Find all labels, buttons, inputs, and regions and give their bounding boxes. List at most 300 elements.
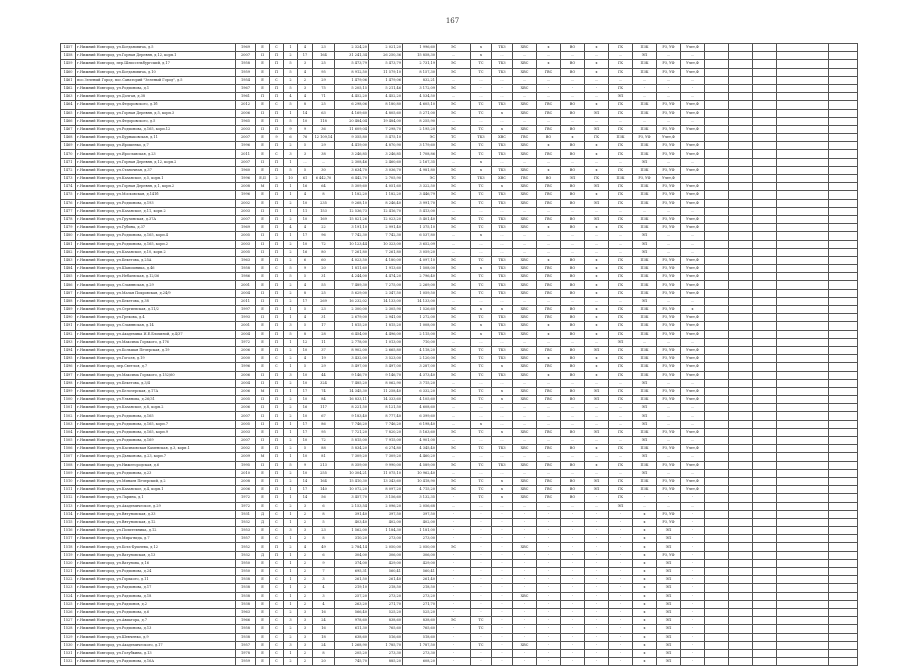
table-cell: 2 778,00 <box>335 338 369 346</box>
table-cell: ТС <box>471 625 492 633</box>
table-cell: 2 <box>298 559 313 567</box>
table-cell: - <box>437 518 471 526</box>
table-cell: 1 <box>284 191 298 199</box>
table-cell: 4 <box>298 44 313 52</box>
table-cell: - <box>537 535 561 543</box>
table-cell: ЭС <box>437 617 471 625</box>
table-cell: ТС <box>471 445 492 453</box>
table-cell: 4 534,50 <box>403 93 437 101</box>
table-cell: Е <box>256 535 270 543</box>
table-cell: 261,40 <box>403 576 437 584</box>
table-cell: ТКЗ <box>492 461 513 469</box>
table-cell: ... <box>585 232 609 240</box>
table-cell: 1513 <box>61 502 76 510</box>
table-cell: 2 <box>284 477 298 485</box>
table-cell: ЭП <box>657 633 681 641</box>
table-cell: ПЗК <box>633 265 657 273</box>
table-cell <box>729 404 753 412</box>
table-cell: 6 <box>313 551 335 559</box>
table-cell <box>705 273 729 281</box>
table-cell: 1 <box>284 551 298 559</box>
table-cell: С <box>270 150 284 158</box>
table-cell <box>777 68 829 76</box>
table-cell: 2 <box>284 404 298 412</box>
table-cell: ... <box>585 338 609 346</box>
table-cell: ГК <box>609 60 633 68</box>
table-cell: 56 <box>313 494 335 502</box>
table-cell: 2 269,00 <box>403 281 437 289</box>
table-cell <box>829 52 858 60</box>
address-cell: г.Нижний Новгород, ул.Славянская, д.14 <box>76 322 236 330</box>
table-cell: - <box>492 84 513 92</box>
table-cell: х <box>537 142 561 150</box>
table-row <box>61 510 858 518</box>
table-cell: 4 373,40 <box>403 371 437 379</box>
table-cell <box>753 592 777 600</box>
table-cell: ... <box>513 453 537 461</box>
table-cell: ... <box>585 158 609 166</box>
table-cell: П <box>270 191 284 199</box>
table-cell <box>705 387 729 395</box>
table-cell: 86 <box>313 420 335 428</box>
table-cell: РЗ, УФ <box>657 510 681 518</box>
table-cell: ... <box>657 338 681 346</box>
table-cell: ПЗК <box>633 486 657 494</box>
table-cell: 2 <box>284 199 298 207</box>
table-cell: х <box>585 281 609 289</box>
table-cell: 3 <box>298 527 313 535</box>
address-cell: г.Нижний Новгород, ул.Авиатора, д.7 <box>76 617 236 625</box>
table-cell: 5 <box>298 273 313 281</box>
table-cell: ГК <box>585 134 609 142</box>
table-cell: х <box>492 396 513 404</box>
table-cell: ... <box>609 379 633 387</box>
table-cell: ХВС <box>492 175 513 183</box>
address-cell: г.Нижний Новгород, ул.Радионова, д.16А <box>76 658 236 666</box>
table-cell <box>729 166 753 174</box>
table-cell: х <box>585 461 609 469</box>
table-cell: ХВС <box>513 68 537 76</box>
table-cell: - <box>492 592 513 600</box>
table-cell <box>729 412 753 420</box>
table-cell <box>705 396 729 404</box>
table-cell: - <box>537 84 561 92</box>
table-cell: Е <box>256 60 270 68</box>
table-row <box>61 477 858 485</box>
table-cell: 95 <box>313 68 335 76</box>
table-cell <box>777 256 829 264</box>
address-cell: г.Нижний Новгород, ул.Казанское, д.11, корп.2 <box>76 207 236 215</box>
table-cell <box>729 191 753 199</box>
table-cell: Е <box>256 658 270 666</box>
address-cell: г.Нижний Новгород, ул.Бекетова, д.3/4 <box>76 379 236 387</box>
table-cell: 765,60 <box>369 625 403 633</box>
table-cell: ТКЗ <box>492 166 513 174</box>
table-cell: х <box>633 641 657 649</box>
table-cell: ГВС <box>537 314 561 322</box>
table-cell: 1960 <box>236 166 256 174</box>
table-cell: 8 <box>298 289 313 297</box>
table-cell: 745,70 <box>335 658 369 666</box>
table-cell: 324 <box>313 379 335 387</box>
table-cell <box>777 576 829 584</box>
table-cell <box>753 273 777 281</box>
table-cell: х <box>471 306 492 314</box>
table-row <box>61 175 858 183</box>
table-cell: - <box>513 625 537 633</box>
table-cell: ГВС <box>537 396 561 404</box>
table-cell: 257,20 <box>335 592 369 600</box>
table-cell: ЭП <box>609 502 633 510</box>
table-cell: П <box>270 93 284 101</box>
table-cell: 403,40 <box>335 518 369 526</box>
table-row <box>61 420 858 428</box>
table-row <box>61 306 858 314</box>
table-cell: 2007 <box>236 158 256 166</box>
table-cell: 1 182,20 <box>335 191 369 199</box>
table-cell: ТКЗ <box>492 289 513 297</box>
table-cell <box>729 306 753 314</box>
table-cell: П <box>270 387 284 395</box>
table-cell: РЗ, УФ <box>657 477 681 485</box>
table-cell <box>777 101 829 109</box>
table-cell: - <box>609 543 633 551</box>
table-row <box>61 207 858 215</box>
table-cell: - <box>561 641 585 649</box>
table-cell: ГВС <box>537 289 561 297</box>
table-cell: 1958 <box>236 625 256 633</box>
table-cell: ... <box>609 420 633 428</box>
table-cell: 1518 <box>61 543 76 551</box>
table-cell: ЭС <box>437 125 471 133</box>
table-cell: 11 <box>313 338 335 346</box>
table-cell: - <box>585 592 609 600</box>
table-cell: 1520 <box>61 559 76 567</box>
table-cell: II <box>256 314 270 322</box>
table-cell: 4 <box>298 355 313 363</box>
table-cell <box>777 240 829 248</box>
table-cell: П <box>270 281 284 289</box>
table-cell: ТС <box>471 371 492 379</box>
table-cell: 30 <box>313 166 335 174</box>
table-cell: ... <box>513 52 537 60</box>
address-cell: г.Нижний Новгород, ул.Горная Деревня, д.1, корп.2 <box>76 183 236 191</box>
table-cell <box>777 232 829 240</box>
table-cell: ТКЗ <box>492 314 513 322</box>
table-cell: - <box>492 608 513 616</box>
table-cell: ... <box>471 453 492 461</box>
table-cell: 8 121,50 <box>369 404 403 412</box>
table-cell <box>753 379 777 387</box>
table-cell: ... <box>437 453 471 461</box>
table-cell: 8 <box>313 191 335 199</box>
table-cell: - <box>513 535 537 543</box>
table-cell: ... <box>513 404 537 412</box>
table-cell: С <box>270 600 284 608</box>
table-cell: - <box>471 551 492 559</box>
table-cell: 164 <box>313 477 335 485</box>
table-cell: - <box>609 649 633 657</box>
table-cell: ГВС <box>537 191 561 199</box>
table-cell: ГК <box>609 142 633 150</box>
table-cell <box>705 420 729 428</box>
table-cell <box>777 84 829 92</box>
table-cell: ... <box>471 502 492 510</box>
table-cell: Учет,Ф <box>681 150 705 158</box>
table-cell: ГК <box>609 84 633 92</box>
table-cell: ... <box>513 379 537 387</box>
table-cell <box>829 469 858 477</box>
table-cell <box>729 486 753 494</box>
table-cell: х <box>633 568 657 576</box>
table-cell: ЭП <box>585 199 609 207</box>
table-cell <box>729 273 753 281</box>
table-cell: ... <box>681 117 705 125</box>
address-cell: г.Нижний Новгород, ул.Долгая, д.38 <box>76 93 236 101</box>
table-cell: 2012 <box>236 101 256 109</box>
table-cell <box>829 44 858 52</box>
table-cell: 25 <box>313 289 335 297</box>
table-cell: Е <box>256 166 270 174</box>
table-cell: х <box>492 387 513 395</box>
table-cell: ГК <box>609 281 633 289</box>
table-cell: ХВС <box>513 44 537 52</box>
table-cell <box>705 207 729 215</box>
table-cell <box>705 142 729 150</box>
table-cell <box>777 109 829 117</box>
table-cell: 7 742,30 <box>335 232 369 240</box>
table-cell: П <box>270 322 284 330</box>
address-cell: г.Нижний Новгород, ул.Бурнаковская, д.11 <box>76 134 236 142</box>
table-cell: ВО <box>561 166 585 174</box>
table-cell: 1492 <box>61 330 76 338</box>
table-cell: ЭП <box>633 469 657 477</box>
table-cell: ЭП <box>633 437 657 445</box>
table-cell: ... <box>513 240 537 248</box>
address-cell: г.Нижний Новгород, ул.Родионова, д.165, корп.12 <box>76 125 236 133</box>
table-cell: II <box>256 437 270 445</box>
table-row <box>61 346 858 354</box>
table-cell: ВО <box>561 445 585 453</box>
table-cell <box>829 494 858 502</box>
table-cell: 1932 <box>236 518 256 526</box>
table-cell: - <box>471 649 492 657</box>
table-cell <box>753 207 777 215</box>
table-cell: 1969 <box>236 224 256 232</box>
table-cell <box>829 584 858 592</box>
table-cell: Учет,Ф <box>681 371 705 379</box>
address-cell: г.Нижний Новгород, ул.Федоровского, д.5 <box>76 117 236 125</box>
table-cell <box>829 306 858 314</box>
table-cell: 44 <box>313 371 335 379</box>
table-cell: 1 <box>284 232 298 240</box>
table-cell: 10 <box>298 117 313 125</box>
table-cell: ... <box>298 158 313 166</box>
table-cell: ... <box>537 437 561 445</box>
table-cell: 17 <box>313 322 335 330</box>
table-cell: 81 <box>313 453 335 461</box>
table-cell: - <box>437 641 471 649</box>
table-cell: 3 059,20 <box>403 248 437 256</box>
address-cell: г.Нижний Новгород, ул.Казанское, д.4, корп.1 <box>76 486 236 494</box>
table-cell: С <box>270 265 284 273</box>
address-cell: г.Нижний Новгород, ул.Шапошника, д.46 <box>76 265 236 273</box>
table-cell: ХВС <box>513 84 537 92</box>
table-cell: - <box>609 608 633 616</box>
table-cell: 1 <box>284 568 298 576</box>
table-cell: ЭС <box>437 371 471 379</box>
table-cell: ЭП <box>657 543 681 551</box>
table-cell: ... <box>437 93 471 101</box>
table-cell: П <box>270 412 284 420</box>
table-cell <box>705 60 729 68</box>
table-cell: С <box>270 559 284 567</box>
table-cell: - <box>561 592 585 600</box>
table-cell: 1482 <box>61 248 76 256</box>
table-cell <box>705 658 729 666</box>
table-cell <box>829 256 858 264</box>
table-cell: 1 <box>284 387 298 395</box>
address-cell: г.Нижний Новгород, ул.Вятуновская, д.33 <box>76 510 236 518</box>
table-cell: 25 <box>313 101 335 109</box>
table-cell: 11 609,04 <box>335 125 369 133</box>
table-cell: ГК <box>609 355 633 363</box>
table-cell: 1 182,20 <box>369 191 403 199</box>
table-cell: ЭП <box>585 346 609 354</box>
table-cell: 14 133,00 <box>369 297 403 305</box>
table-cell: 1494 <box>61 346 76 354</box>
table-cell <box>753 158 777 166</box>
table-cell <box>829 658 858 666</box>
table-cell: II <box>256 404 270 412</box>
table-cell: ТС <box>471 428 492 436</box>
table-cell: ... <box>492 502 513 510</box>
table-cell: - <box>437 584 471 592</box>
table-cell: РЗ, УФ <box>657 183 681 191</box>
table-cell: ХВС <box>513 387 537 395</box>
table-cell: РЗ, УФ <box>657 289 681 297</box>
table-cell: ВО <box>561 387 585 395</box>
table-cell: ГК <box>609 166 633 174</box>
table-cell <box>729 437 753 445</box>
table-cell: РЗ, УФ <box>657 199 681 207</box>
table-cell: ЭП <box>657 641 681 649</box>
table-cell <box>829 437 858 445</box>
table-cell: ... <box>609 158 633 166</box>
table-row <box>61 134 858 142</box>
table-cell: 5 497,00 <box>335 363 369 371</box>
table-row <box>61 469 858 477</box>
table-cell: 8 157,30 <box>403 68 437 76</box>
table-cell: 3 179,60 <box>403 142 437 150</box>
table-cell <box>777 551 829 559</box>
table-cell: ТС <box>471 125 492 133</box>
table-cell <box>829 453 858 461</box>
table-cell: ПЗК <box>633 150 657 158</box>
address-cell: г.Нижний Новгород, ул.Вятуновская, д.12 <box>76 518 236 526</box>
table-cell: ТС <box>471 494 492 502</box>
table-cell <box>705 486 729 494</box>
table-cell: 3 <box>284 617 298 625</box>
table-cell: ТС <box>471 314 492 322</box>
table-cell <box>753 486 777 494</box>
table-cell <box>729 543 753 551</box>
table-cell: 8 912,50 <box>335 68 369 76</box>
table-cell <box>829 404 858 412</box>
table-cell: ... <box>585 379 609 387</box>
table-cell: ПЗК <box>633 428 657 436</box>
table-cell: ТС <box>437 175 471 183</box>
table-cell: х <box>585 44 609 52</box>
table-cell <box>753 93 777 101</box>
table-cell: С <box>270 625 284 633</box>
table-cell: Е,II <box>256 175 270 183</box>
table-cell: П <box>270 469 284 477</box>
table-cell: 2 991,40 <box>369 224 403 232</box>
table-cell: 765,60 <box>403 625 437 633</box>
table-cell: ЭП <box>633 420 657 428</box>
table-cell: - <box>471 633 492 641</box>
table-cell: 2007 <box>236 134 256 142</box>
table-cell: - <box>609 641 633 649</box>
table-cell: 1 <box>284 535 298 543</box>
table-cell: 10 <box>298 199 313 207</box>
table-cell: 9 <box>270 134 284 142</box>
table-cell <box>753 576 777 584</box>
table-cell: - <box>609 535 633 543</box>
table-cell <box>753 600 777 608</box>
table-cell: ... <box>561 117 585 125</box>
table-row <box>61 93 858 101</box>
address-cell: г.Нижний Новгород, ул.Родионова, д.165, корп.4 <box>76 232 236 240</box>
table-cell: 4 <box>284 224 298 232</box>
table-cell: Е <box>256 224 270 232</box>
table-cell <box>753 387 777 395</box>
table-cell: - <box>657 494 681 502</box>
table-cell: 1 <box>284 576 298 584</box>
table-cell: ГК <box>609 387 633 395</box>
table-cell: - <box>681 84 705 92</box>
table-cell <box>777 338 829 346</box>
table-cell: ГК <box>609 396 633 404</box>
table-cell <box>753 568 777 576</box>
table-cell: С <box>270 355 284 363</box>
table-cell: ЭС <box>437 396 471 404</box>
table-cell: 1 184,30 <box>369 527 403 535</box>
table-cell: РЗ, УФ <box>657 125 681 133</box>
table-cell: РЗ, УФ <box>657 371 681 379</box>
table-cell: П <box>270 453 284 461</box>
table-cell: ... <box>657 158 681 166</box>
table-cell <box>705 437 729 445</box>
table-cell: 2002 <box>236 445 256 453</box>
table-cell: ПЗК <box>633 125 657 133</box>
table-cell: П <box>270 183 284 191</box>
table-cell: ТКЗ <box>471 134 492 142</box>
table-cell <box>777 76 829 84</box>
table-cell: 1 <box>284 649 298 657</box>
table-cell: 2 <box>284 608 298 616</box>
table-cell: 608,20 <box>403 658 437 666</box>
table-cell <box>829 273 858 281</box>
table-cell: ЭС <box>437 265 471 273</box>
table-cell: 17 <box>298 297 313 305</box>
table-cell: 8 <box>313 535 335 543</box>
table-cell <box>729 428 753 436</box>
table-cell: ... <box>585 207 609 215</box>
table-cell: 2 <box>298 568 313 576</box>
table-cell: 1 <box>284 338 298 346</box>
